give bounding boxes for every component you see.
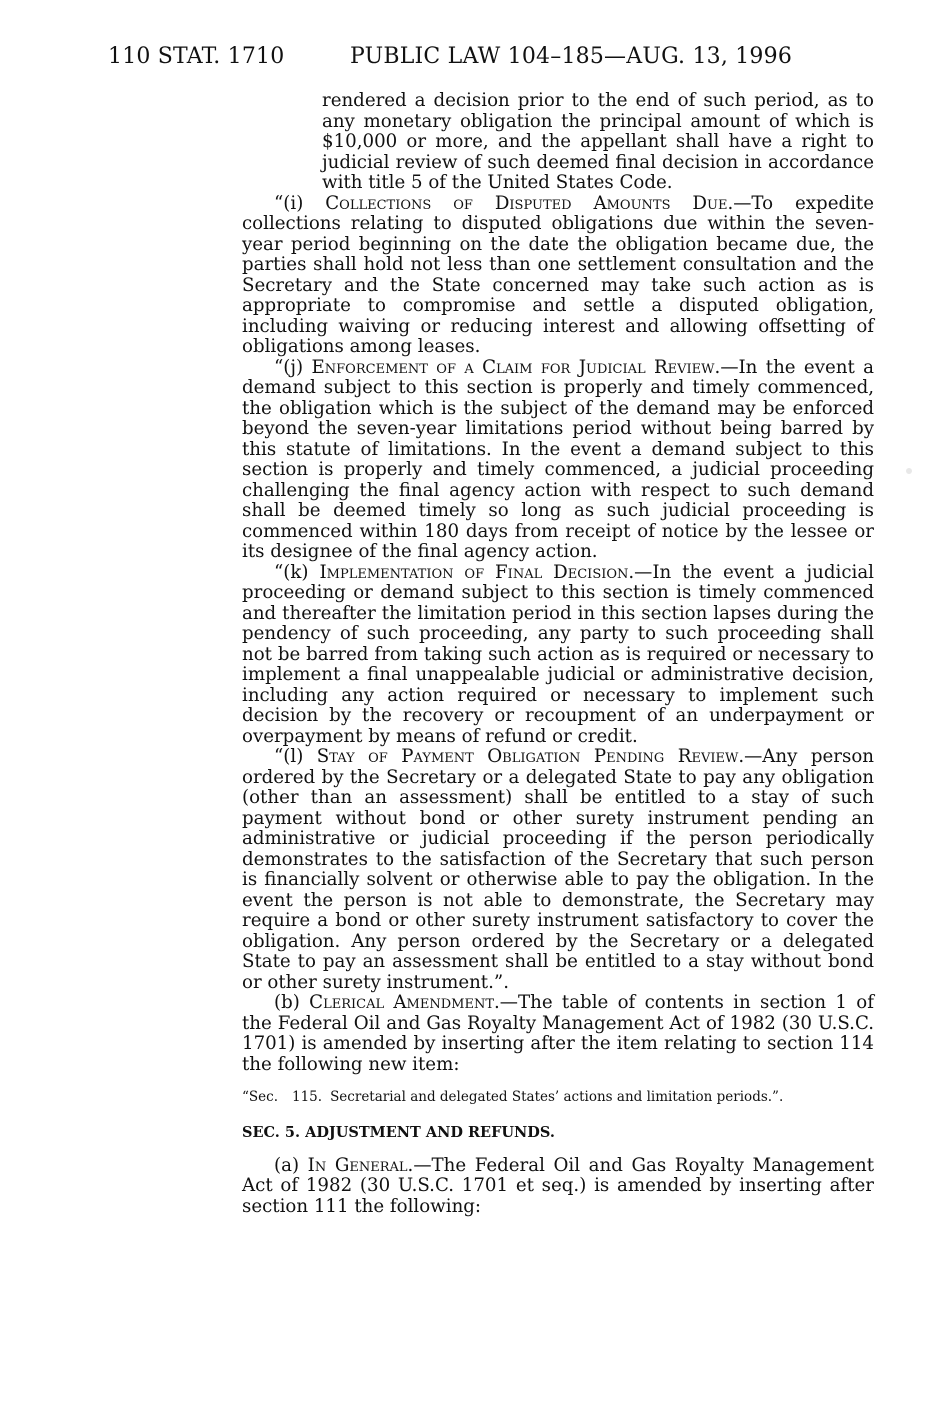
subsection-l-label: “(l) [274, 746, 304, 767]
subsection-l-text: —Any person ordered by the Secretary or a delegated State to pay any obligation (other than an assessment) shall be entitled to a stay of such payment without bond or other surety instrument pending an administrative or judicial proceeding if the person periodically demonstrates to the satisfaction of the Secretary that such person is financially solvent or otherwise able to pay the obligation. In the event the person is not able to demonstrate, the Secretary may require a bond or other surety instrument satisfactory to cover the obligation. Any person ordered by the Secretary or a delegated State to pay an assessment shall be entitled to a stay without bond or other surety instrument.”. [242, 746, 874, 993]
subsection-b-label: (b) [274, 992, 300, 1013]
subsection-a-text: —The Federal Oil and Gas Royalty Management Act of 1982 (30 U.S.C. 1701 et seq.) is amended by inserting after section 111 the following: [242, 1154, 874, 1217]
toc-sec-label: “Sec. [242, 1089, 278, 1105]
subsection-k [242, 563, 874, 748]
running-header [108, 42, 808, 72]
subsection-l-title: Stay of Payment Obligation Pending Review. [316, 746, 745, 767]
subsection-j [242, 358, 874, 563]
public-law-title: PUBLIC LAW 104–185—AUG. 13, 1996 [350, 44, 793, 69]
continuation-paragraph: rendered a decision prior to the end of such period, as to any monetary obligation the principal amount of which is $10,000 or more, and the appellant shall have a right to judicial review of such deemed final decision in accordance with title 5 of the United States Code. [322, 90, 874, 193]
subsection-j-title: Enforcement of a Claim for Judicial Review. [311, 356, 721, 378]
subsection-i-text: —To expedite collections relating to disputed obligations due within the seven-year period beginning on the date the obligation became due, the parties shall hold not less than one settlement consultation and the Secretary and the State concerned may take such action as is appropriate to compromise and settle a disputed obligation, including waiving or reducing interest and allowing offsetting of obligations among leases. [242, 192, 874, 357]
subsection-k-title: Implementation of Final Decision. [319, 561, 635, 583]
subsection-a-label: (a) [274, 1154, 300, 1176]
subsection-i-title: Collections of Disputed Amounts Due. [325, 192, 734, 214]
subsection-i [242, 194, 874, 358]
subsection-i-label: “(i) [274, 192, 304, 214]
toc-new-item [242, 1087, 874, 1107]
subsection-b [242, 993, 874, 1075]
page-body [242, 91, 874, 1217]
subsection-l [242, 747, 874, 993]
subsection-b-title: Clerical Amendment. [309, 992, 500, 1013]
section-5-heading: SEC. 5. ADJUSTMENT AND REFUNDS. [242, 1124, 555, 1141]
scan-speck [906, 468, 912, 474]
subsection-j-text: —In the event a demand subject to this section is properly and timely commenced, the obligation which is the subject of the demand may be enforced beyond the seven-year limitations period without being barred by this statute of limitations. In the event a demand subject to this section is properly and timely commenced, a judicial proceeding challenging the final agency action with respect to such demand shall be deemed timely so long as such judicial proceeding is commenced within 180 days from receipt of notice by the lessee or its designee of the final agency action. [242, 356, 874, 562]
subsection-a-title: In General. [307, 1154, 414, 1176]
subsection-j-label: “(j) [274, 356, 304, 378]
subsection-b-text: —The table of contents in section 1 of the Federal Oil and Gas Royalty Management Act of 1982 (30 U.S.C. 1701) is amended by inserting after the item relating to section 114 the following new item: [242, 992, 874, 1075]
statute-page-number: 110 STAT. 1710 [108, 44, 285, 69]
subsection-k-label: “(k) [274, 561, 309, 583]
toc-sec-number: 115. [292, 1089, 323, 1105]
toc-sec-text: Secretarial and delegated States’ actions and limitation periods.”. [330, 1089, 784, 1105]
subsection-a [242, 1156, 874, 1218]
subsection-k-text: —In the event a judicial proceeding or demand subject to this section is timely commenced and thereafter the limitation period in this section lapses during the pendency of such proceeding, any party to such proceeding shall not be barred from taking such action as is required or necessary to implement a final unappealable judicial or administrative decision, including any action required or necessary to implement such decision by the recovery or recoupment of an underpayment or overpayment by means of refund or credit. [242, 561, 874, 747]
